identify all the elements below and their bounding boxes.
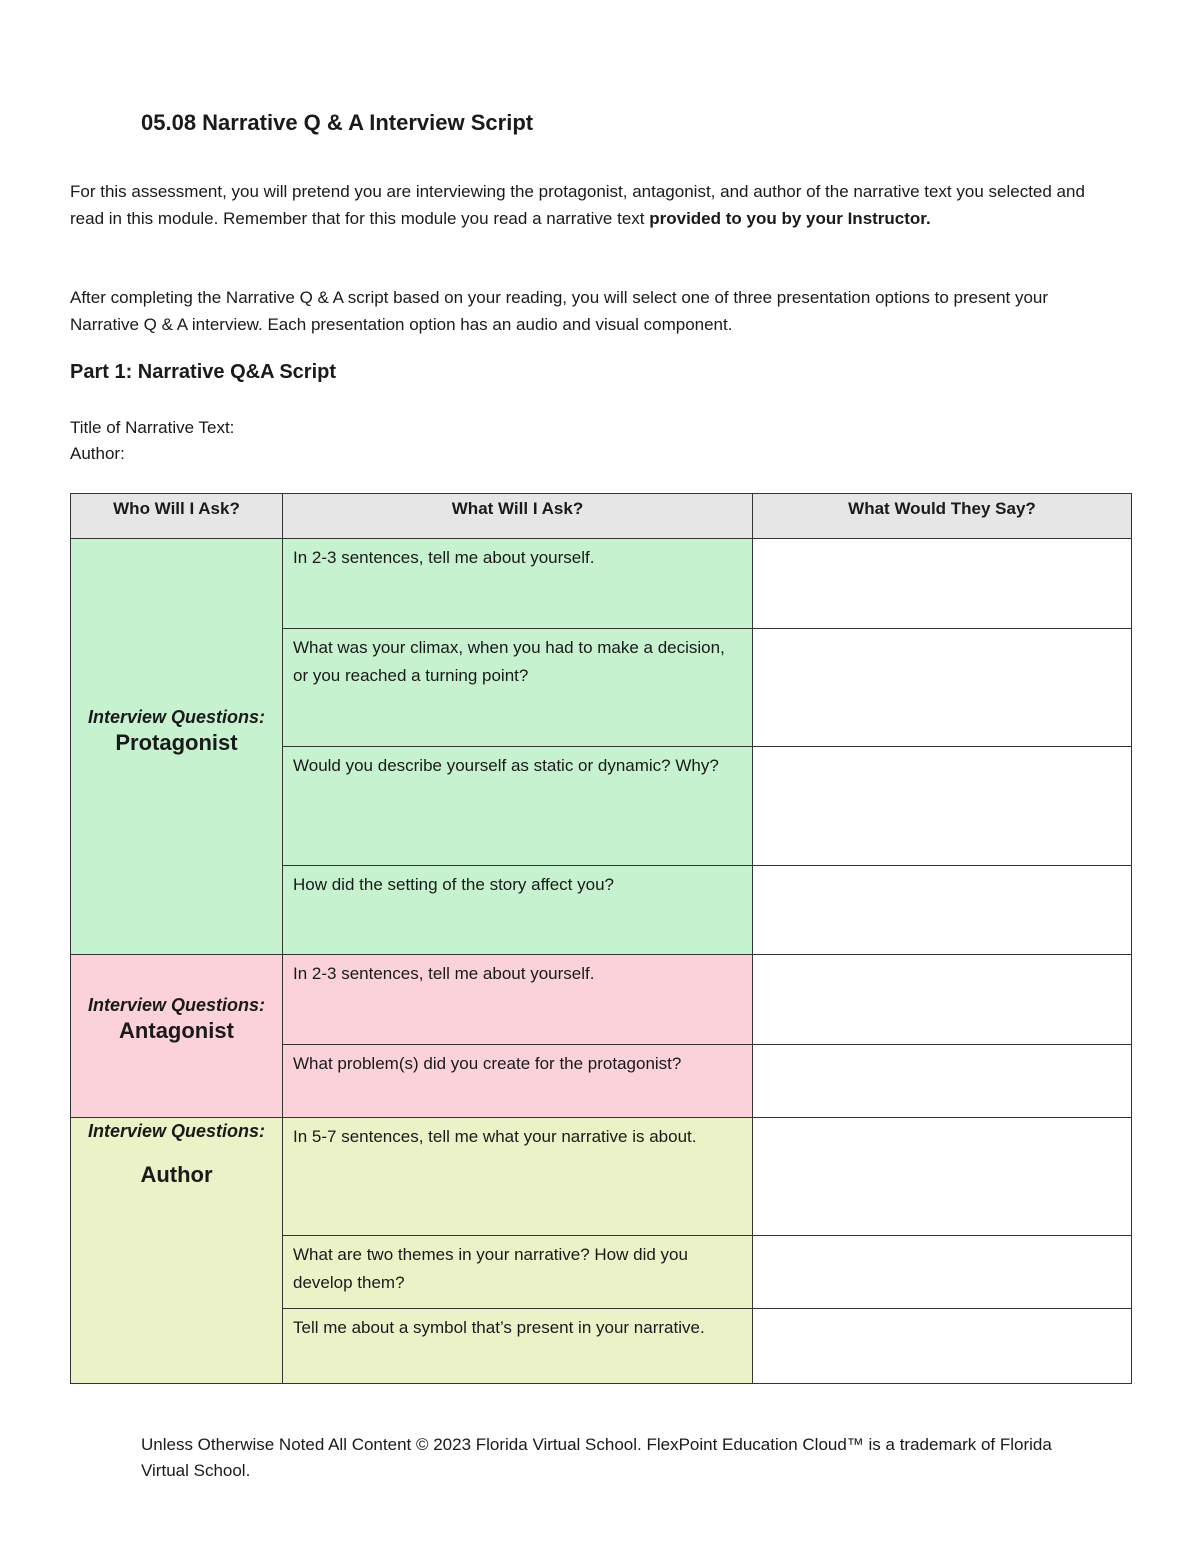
answer-cell[interactable]: [753, 1118, 1132, 1236]
table-row: [71, 955, 1132, 1045]
interview-table: [70, 493, 1132, 1384]
question-cell: In 5-7 sentences, tell me what your narrative is about.: [283, 1118, 753, 1236]
answer-cell[interactable]: [753, 747, 1132, 866]
header-who: Who Will I Ask?: [71, 494, 283, 539]
copyright-footer: Unless Otherwise Noted All Content © 2023 Florida Virtual School. FlexPoint Education Cloud™ is a trademark of Florida Virtual School.: [141, 1435, 1052, 1480]
interview-questions-label: Interview Questions:: [87, 995, 266, 1015]
intro-paragraph-1: [70, 179, 1120, 232]
intro-bold-text: provided to you by your Instructor.: [649, 208, 931, 228]
document-title: 05.08 Narrative Q & A Interview Script: [141, 110, 534, 135]
role-author: Author: [140, 1162, 213, 1187]
answer-cell[interactable]: [753, 1045, 1132, 1118]
header-what: What Will I Ask?: [283, 494, 753, 539]
role-protagonist: Protagonist: [115, 730, 238, 755]
table-row: [71, 539, 1132, 629]
question-cell: In 2-3 sentences, tell me about yourself.: [283, 539, 753, 629]
question-cell: What problem(s) did you create for the protagonist?: [283, 1045, 753, 1118]
table-header-row: [71, 494, 1132, 539]
antagonist-cell: [71, 955, 283, 1118]
answer-cell[interactable]: [753, 866, 1132, 955]
author-cell: [71, 1118, 283, 1384]
author-label: Author:: [70, 444, 125, 463]
question-cell: In 2-3 sentences, tell me about yourself.: [283, 955, 753, 1045]
interview-questions-label: Interview Questions:: [87, 707, 266, 727]
intro-paragraph-2: After completing the Narrative Q & A script based on your reading, you will select one of three presentation options to present your Narrative Q & A interview. Each presentation option has an audio and visual component.: [70, 288, 1049, 334]
answer-cell[interactable]: [753, 1309, 1132, 1384]
part1-heading: Part 1: Narrative Q&A Script: [70, 361, 337, 383]
answer-cell[interactable]: [753, 1236, 1132, 1309]
protagonist-cell: [71, 539, 283, 955]
question-cell: Tell me about a symbol that’s present in your narrative.: [283, 1309, 753, 1384]
question-cell: How did the setting of the story affect you?: [283, 866, 753, 955]
answer-cell[interactable]: [753, 955, 1132, 1045]
question-cell: What was your climax, when you had to make a decision, or you reached a turning point?: [283, 629, 753, 747]
answer-cell[interactable]: [753, 539, 1132, 629]
table-row: [71, 1118, 1132, 1236]
question-cell: Would you describe yourself as static or dynamic? Why?: [283, 747, 753, 866]
header-say: What Would They Say?: [753, 494, 1132, 539]
answer-cell[interactable]: [753, 629, 1132, 747]
interview-questions-label: Interview Questions:: [87, 1121, 266, 1141]
role-antagonist: Antagonist: [119, 1018, 234, 1043]
intro-text-1: For this assessment, you will pretend you are interviewing the protagonist, antagonist, and author of the narrative text you selected and read in this module. Remember that for this module you read a narrative text: [70, 182, 1085, 228]
question-cell: What are two themes in your narrative? How did you develop them?: [283, 1236, 753, 1309]
title-of-narrative-label: Title of Narrative Text:: [70, 418, 235, 437]
